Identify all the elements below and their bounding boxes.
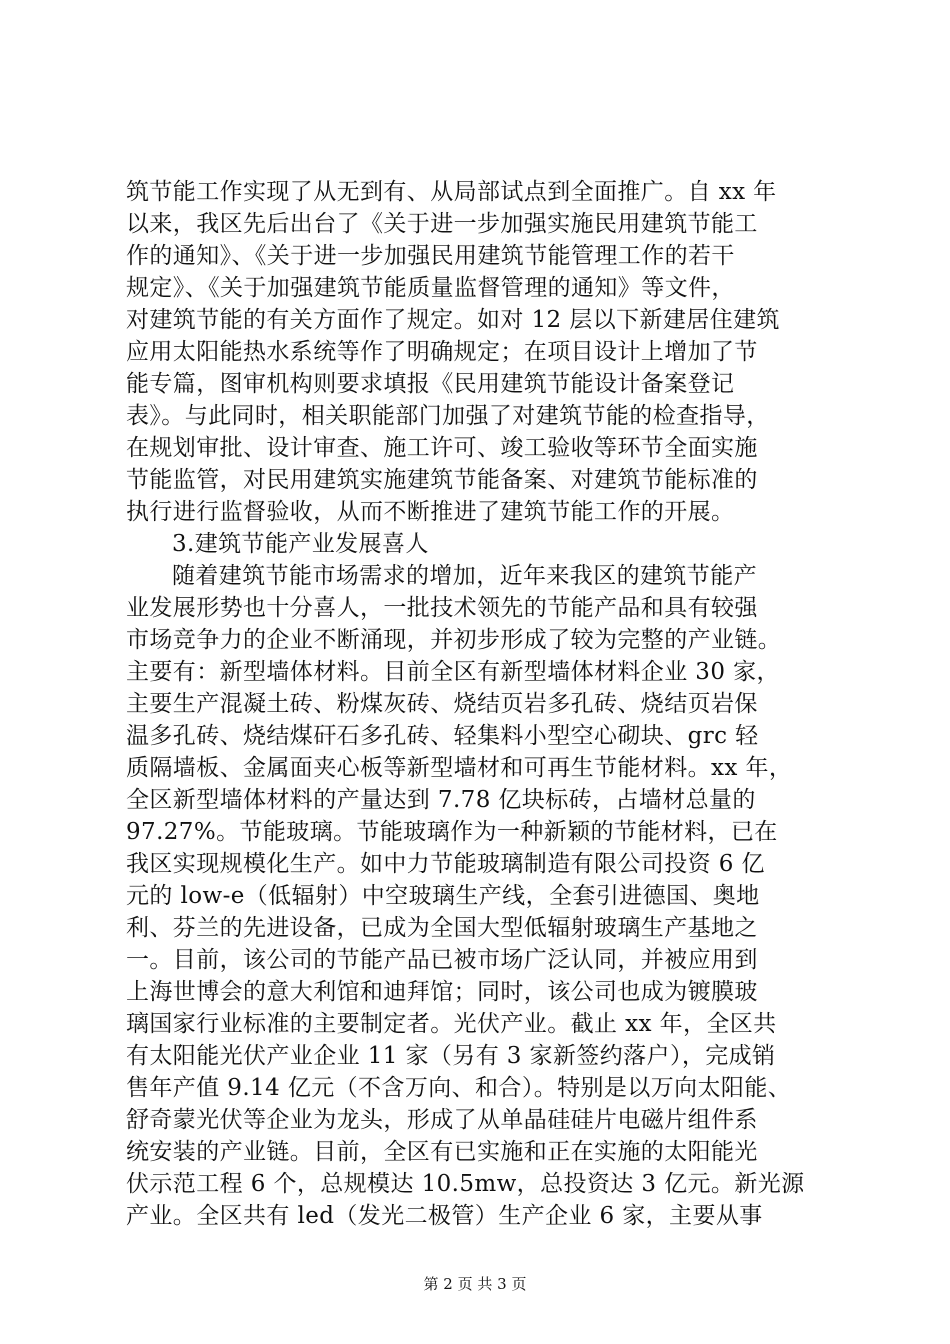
text-line: 我区实现规模化生产。如中力节能玻璃制造有限公司投资 6 亿 <box>126 851 765 877</box>
text-line: 3.建筑节能产业发展喜人 <box>172 531 429 557</box>
text-line: 能专篇，图审机构则要求填报《民用建筑节能设计备案登记 <box>126 371 735 397</box>
text-line: 筑节能工作实现了从无到有、从局部试点到全面推广。自 xx 年 <box>126 179 777 205</box>
text-line: 业发展形势也十分喜人，一批技术领先的节能产品和具有较强 <box>126 595 758 621</box>
text-line: 主要有：新型墙体材料。目前全区有新型墙体材料企业 30 家， <box>126 659 780 685</box>
text-line: 温多孔砖、烧结煤矸石多孔砖、轻集料小型空心砌块、grc 轻 <box>126 723 759 749</box>
text-line: 上海世博会的意大利馆和迪拜馆；同时，该公司也成为镀膜玻 <box>126 979 758 1005</box>
text-line: 利、芬兰的先进设备，已成为全国大型低辐射玻璃生产基地之 <box>126 915 758 941</box>
text-line: 全区新型墙体材料的产量达到 7.78 亿块标砖，占墙材总量的 <box>126 787 756 813</box>
text-line: 市场竞争力的企业不断涌现，并初步形成了较为完整的产业链。 <box>126 627 782 653</box>
text-line: 节能监管，对民用建筑实施建筑节能备案、对建筑节能标准的 <box>126 467 758 493</box>
text-line: 对建筑节能的有关方面作了规定。如对 12 层以下新建居住建筑 <box>126 307 780 333</box>
text-line: 表》。与此同时，相关职能部门加强了对建筑节能的检查指导， <box>126 403 770 429</box>
text-line: 应用太阳能热水系统等作了明确规定；在项目设计上增加了节 <box>126 339 758 365</box>
text-line: 有太阳能光伏产业企业 11 家（另有 3 家新签约落户），完成销 <box>126 1043 776 1069</box>
text-line: 97.27%。节能玻璃。节能玻璃作为一种新颖的节能材料，已在 <box>126 819 778 845</box>
text-line: 产业。全区共有 led（发光二极管）生产企业 6 家，主要从事 <box>126 1203 763 1229</box>
text-line: 元的 low-e（低辐射）中空玻璃生产线，全套引进德国、奥地 <box>126 883 760 909</box>
page-footer: 第 2 页 共 3 页 <box>423 1275 527 1293</box>
text-line: 质隔墙板、金属面夹心板等新型墙材和可再生节能材料。xx 年， <box>126 755 793 781</box>
text-line: 伏示范工程 6 个，总规模达 10.5mw，总投资达 3 亿元。新光源 <box>126 1171 805 1197</box>
text-line: 统安装的产业链。目前，全区有已实施和正在实施的太阳能光 <box>126 1139 758 1165</box>
text-line: 璃国家行业标准的主要制定者。光伏产业。截止 xx 年，全区共 <box>126 1011 777 1037</box>
body-text <box>126 176 826 1232</box>
text-line: 随着建筑节能市场需求的增加，近年来我区的建筑节能产 <box>172 563 757 589</box>
text-line: 执行进行监督验收，从而不断推进了建筑节能工作的开展。 <box>126 499 735 525</box>
text-line: 一。目前，该公司的节能产品已被市场广泛认同，并被应用到 <box>126 947 758 973</box>
text-line: 舒奇蒙光伏等企业为龙头，形成了从单晶硅硅片电磁片组件系 <box>126 1107 758 1133</box>
text-line: 规定》、《关于加强建筑节能质量监督管理的通知》等文件， <box>126 275 735 301</box>
text-line: 作的通知》、《关于进一步加强民用建筑节能管理工作的若干 <box>126 243 735 269</box>
text-line: 主要生产混凝土砖、粉煤灰砖、烧结页岩多孔砖、烧结页岩保 <box>126 691 758 717</box>
text-line: 售年产值 9.14 亿元（不含万向、和合）。特别是以万向太阳能、 <box>126 1075 792 1101</box>
text-line: 以来，我区先后出台了《关于进一步加强实施民用建筑节能工 <box>126 211 758 237</box>
text-line: 在规划审批、设计审查、施工许可、竣工验收等环节全面实施 <box>126 435 758 461</box>
